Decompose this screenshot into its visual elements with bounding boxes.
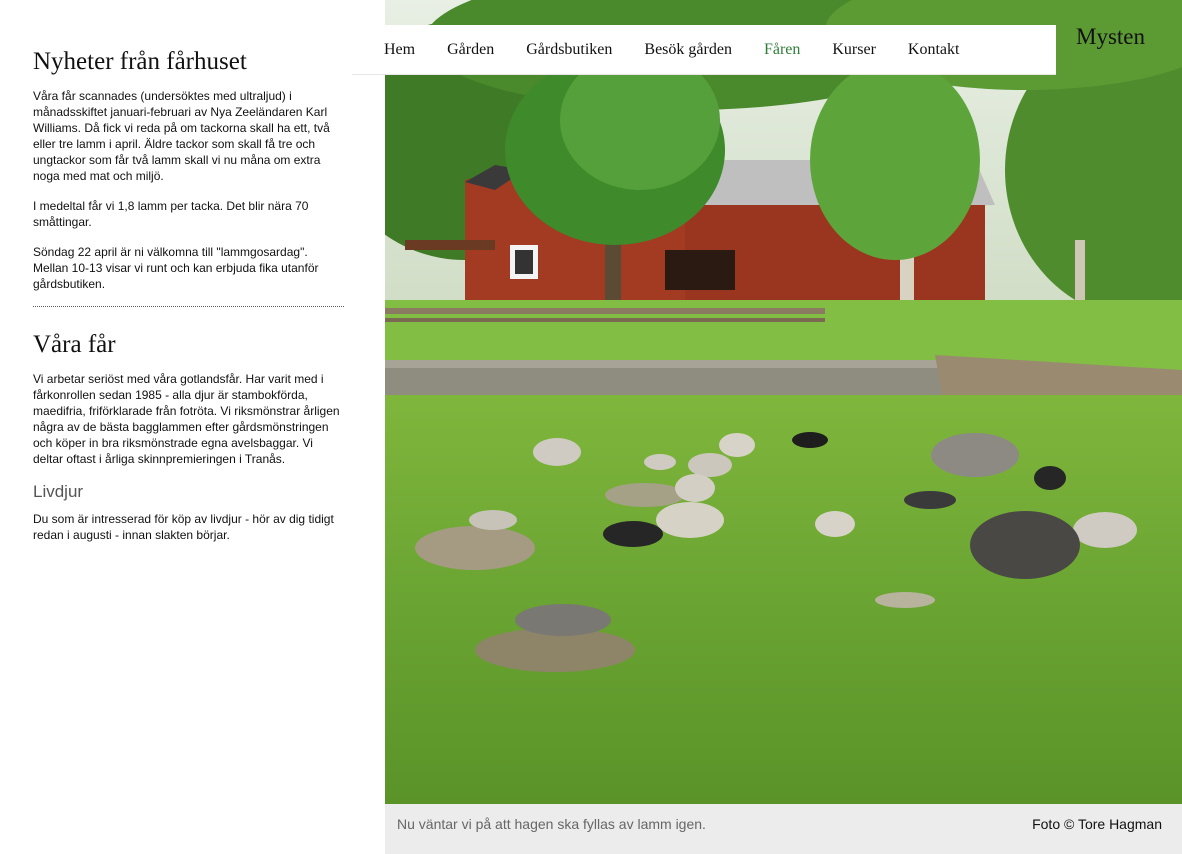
- livdjur-heading: Livdjur: [33, 482, 84, 501]
- photo-credit: Foto © Tore Hagman: [1032, 816, 1162, 832]
- news-paragraph-1: Våra får scannades (undersöktes med ultraljud) i månadsskiftet januari-februari av Nya Zeeländaren Karl Williams. Då fick vi reda på om tackorna skall ha ett, två eller tre lamm i april. Äldre tackor som skall få tre och ungtackor som får två lamm skall vi nu måna om extra noga med mat och miljö.: [33, 89, 330, 183]
- nav-item-besok-garden[interactable]: Besök gården: [644, 40, 732, 58]
- nav-item-hem[interactable]: Hem: [384, 40, 416, 58]
- photo-caption: [385, 804, 1182, 854]
- nav-item-faren[interactable]: Fåren: [763, 40, 801, 58]
- nav-item-garden[interactable]: Gården: [447, 40, 495, 58]
- sheep-heading: Våra får: [33, 331, 116, 358]
- livdjur-paragraph: Du som är intresserad för köp av livdjur - hör av dig tidigt redan i augusti - innan slakten börjar.: [33, 512, 334, 542]
- site-logo[interactable]: Mysten: [1076, 24, 1145, 49]
- pasture-illustration: [385, 0, 1182, 804]
- hero-photo: [385, 0, 1182, 804]
- news-heading: Nyheter från fårhuset: [33, 48, 247, 75]
- news-paragraph-2: I medeltal får vi 1,8 lamm per tacka. Det blir nära 70 småttingar.: [33, 199, 309, 229]
- left-column: [33, 46, 344, 557]
- nav-item-kontakt[interactable]: Kontakt: [907, 40, 960, 58]
- nav-item-kurser[interactable]: Kurser: [832, 40, 876, 58]
- section-divider: [33, 306, 344, 307]
- caption-text: Nu väntar vi på att hagen ska fyllas av lamm igen.: [397, 816, 706, 832]
- main-nav: [352, 25, 1056, 75]
- news-paragraph-3: Söndag 22 april är ni välkomna till "lammgosardag". Mellan 10-13 visar vi runt och kan erbjuda fika utanför gårdsbutiken.: [33, 245, 319, 291]
- sheep-paragraph: Vi arbetar seriöst med våra gotlandsfår. Har varit med i fårkonrollen sedan 1985 - alla djur är stambokförda, maedifria, friförklarade från fotröta. Vi riksmönstrar årligen några av de bästa bagglammen efter gårdsmönstringen och köper in bra riksmönstrade egna avelsbaggar. Vi deltar oftast i årliga skinnpremieringen i Tranås.: [33, 372, 340, 466]
- nav-item-gardsbutiken[interactable]: Gårdsbutiken: [526, 40, 613, 58]
